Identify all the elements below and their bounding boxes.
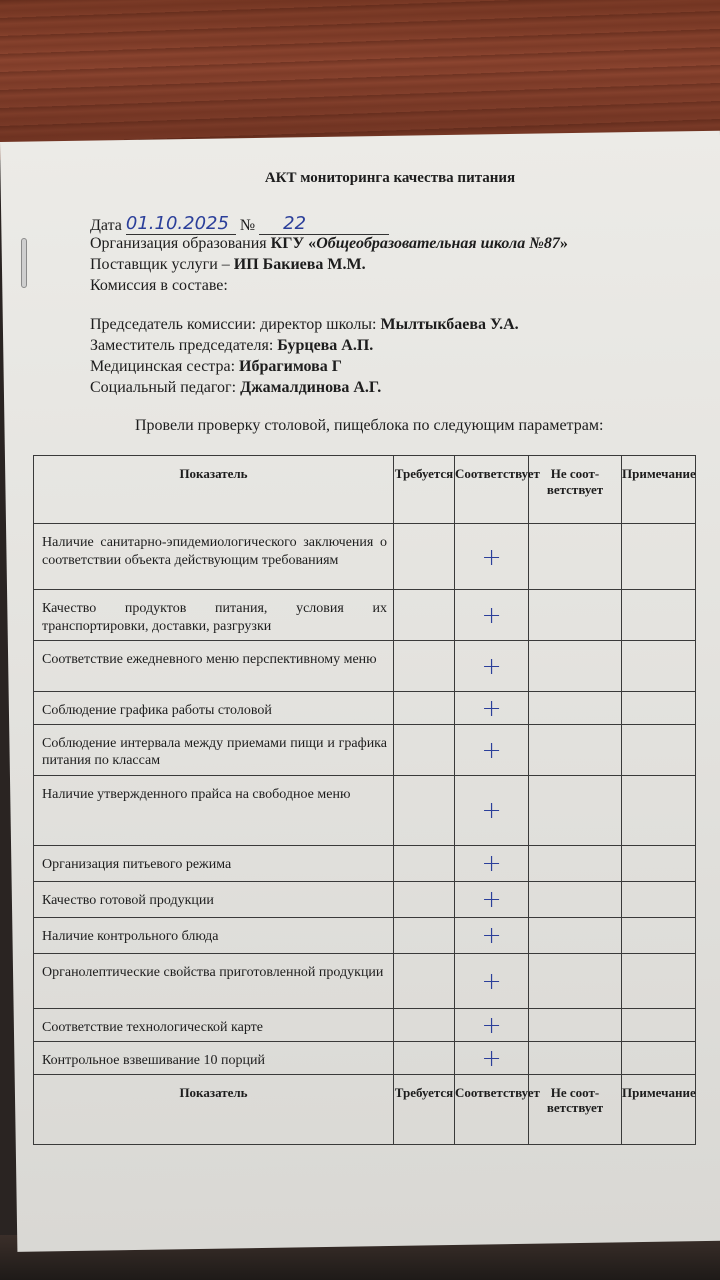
member-role: Председатель комиссии: директор школы:	[90, 316, 381, 333]
monitoring-table	[33, 455, 696, 1145]
indicator-cell: Наличие утвержденного прайса на свободное меню	[34, 775, 394, 845]
non-compliant-cell	[529, 917, 622, 953]
table-row	[34, 1041, 696, 1074]
indicator-cell: Соблюдение графика работы столовой	[34, 692, 394, 725]
table-footer-header-row	[34, 1074, 696, 1144]
required-cell	[394, 641, 455, 692]
compliant-check-mark: +	[455, 1041, 529, 1074]
staple-mark	[21, 238, 27, 288]
member-social-pedagogue	[90, 379, 381, 397]
footer-header-non-compliant: Не соот-ветствует	[529, 1074, 622, 1144]
header-non-compliant: Не соот-ветствует	[529, 456, 622, 524]
member-name: Джамалдинова А.Г.	[240, 379, 382, 396]
note-cell	[622, 845, 696, 881]
member-chair	[90, 316, 519, 334]
header-indicator: Показатель	[34, 456, 394, 524]
supplier-line	[90, 256, 366, 274]
header-compliant: Соответствует	[455, 456, 529, 524]
required-cell	[394, 1041, 455, 1074]
table-row	[34, 524, 696, 590]
required-cell	[394, 845, 455, 881]
compliant-check-mark: +	[455, 845, 529, 881]
compliant-check-mark: +	[455, 917, 529, 953]
required-cell	[394, 917, 455, 953]
required-cell	[394, 590, 455, 641]
footer-header-note: Примечание	[622, 1074, 696, 1144]
non-compliant-cell	[529, 775, 622, 845]
table-row	[34, 845, 696, 881]
supplier-label: Поставщик услуги –	[90, 256, 234, 273]
note-cell	[622, 775, 696, 845]
table-row	[34, 775, 696, 845]
header-required: Требуется	[394, 456, 455, 524]
non-compliant-cell	[529, 845, 622, 881]
table-row	[34, 881, 696, 917]
member-nurse	[90, 358, 342, 376]
required-cell	[394, 881, 455, 917]
indicator-cell: Соответствие ежедневного меню перспективному меню	[34, 641, 394, 692]
non-compliant-cell	[529, 953, 622, 1008]
compliant-check-mark: +	[455, 641, 529, 692]
indicator-cell: Качество продуктов питания, условия их транспортировки, доставки, разгрузки	[34, 590, 394, 641]
table-row	[34, 590, 696, 641]
indicator-cell: Организация питьевого режима	[34, 845, 394, 881]
required-cell	[394, 724, 455, 775]
note-cell	[622, 917, 696, 953]
non-compliant-cell	[529, 1008, 622, 1041]
note-cell	[622, 881, 696, 917]
member-deputy	[90, 337, 373, 355]
indicator-cell: Соответствие технологической карте	[34, 1008, 394, 1041]
note-cell	[622, 524, 696, 590]
member-role: Социальный педагог:	[90, 379, 241, 396]
organization-line	[90, 235, 568, 253]
commission-label: Комиссия в составе:	[90, 277, 228, 294]
required-cell	[394, 775, 455, 845]
indicator-cell: Соблюдение интервала между приемами пищи и графика питания по классам	[34, 724, 394, 775]
organization-label: Организация образования	[90, 235, 271, 252]
non-compliant-cell	[529, 641, 622, 692]
indicator-cell: Наличие контрольного блюда	[34, 917, 394, 953]
number-label: №	[239, 217, 256, 234]
compliant-check-mark: +	[455, 524, 529, 590]
table-row	[34, 917, 696, 953]
table-header-row	[34, 456, 696, 524]
member-role: Медицинская сестра:	[90, 358, 240, 375]
non-compliant-cell	[529, 724, 622, 775]
table-row	[34, 692, 696, 725]
organization-name: Общеобразовательная школа №87	[316, 235, 560, 252]
non-compliant-cell	[529, 1041, 622, 1074]
required-cell	[394, 953, 455, 1008]
compliant-check-mark: +	[455, 775, 529, 845]
indicator-cell: Органолептические свойства приготовленной продукции	[34, 953, 394, 1008]
table-row	[34, 953, 696, 1008]
indicator-cell: Наличие санитарно-эпидемиологического заключения о соответствии объекта действующим требованиям	[34, 524, 394, 590]
organization-suffix: »	[559, 235, 568, 252]
intro-text: Провели проверку столовой, пищеблока по следующим параметрам:	[135, 417, 604, 434]
non-compliant-cell	[529, 881, 622, 917]
note-cell	[622, 641, 696, 692]
compliant-check-mark: +	[455, 692, 529, 725]
table-row	[34, 641, 696, 692]
note-cell	[622, 1008, 696, 1041]
date-label: Дата	[90, 217, 122, 234]
footer-header-indicator: Показатель	[34, 1074, 394, 1144]
indicator-cell: Контрольное взвешивание 10 порций	[34, 1041, 394, 1074]
header-note: Примечание	[622, 456, 696, 524]
compliant-check-mark: +	[455, 724, 529, 775]
footer-header-required: Требуется	[394, 1074, 455, 1144]
date-value: 01.10.2025	[125, 213, 229, 234]
compliant-check-mark: +	[455, 590, 529, 641]
note-cell	[622, 724, 696, 775]
date-line	[90, 213, 389, 235]
non-compliant-cell	[529, 524, 622, 590]
member-name: Мылтыкбаева У.А.	[380, 316, 519, 333]
required-cell	[394, 1008, 455, 1041]
note-cell	[622, 590, 696, 641]
required-cell	[394, 524, 455, 590]
number-value: 22	[283, 213, 307, 234]
table-row	[34, 724, 696, 775]
member-name: Бурцева А.П.	[277, 337, 374, 354]
document-title: АКТ мониторинга качества питания	[264, 170, 516, 186]
non-compliant-cell	[529, 692, 622, 725]
compliant-check-mark: +	[455, 1008, 529, 1041]
required-cell	[394, 692, 455, 725]
table-row	[34, 1008, 696, 1041]
note-cell	[622, 953, 696, 1008]
note-cell	[622, 1041, 696, 1074]
member-role: Заместитель председателя:	[90, 337, 278, 354]
footer-header-compliant: Соответствует	[455, 1074, 529, 1144]
member-name: Ибрагимова Г	[239, 358, 342, 375]
supplier-value: ИП Бакиева М.М.	[233, 256, 366, 273]
non-compliant-cell	[529, 590, 622, 641]
compliant-check-mark: +	[455, 953, 529, 1008]
compliant-check-mark: +	[455, 881, 529, 917]
indicator-cell: Качество готовой продукции	[34, 881, 394, 917]
organization-prefix: КГУ «	[270, 235, 317, 252]
note-cell	[622, 692, 696, 725]
